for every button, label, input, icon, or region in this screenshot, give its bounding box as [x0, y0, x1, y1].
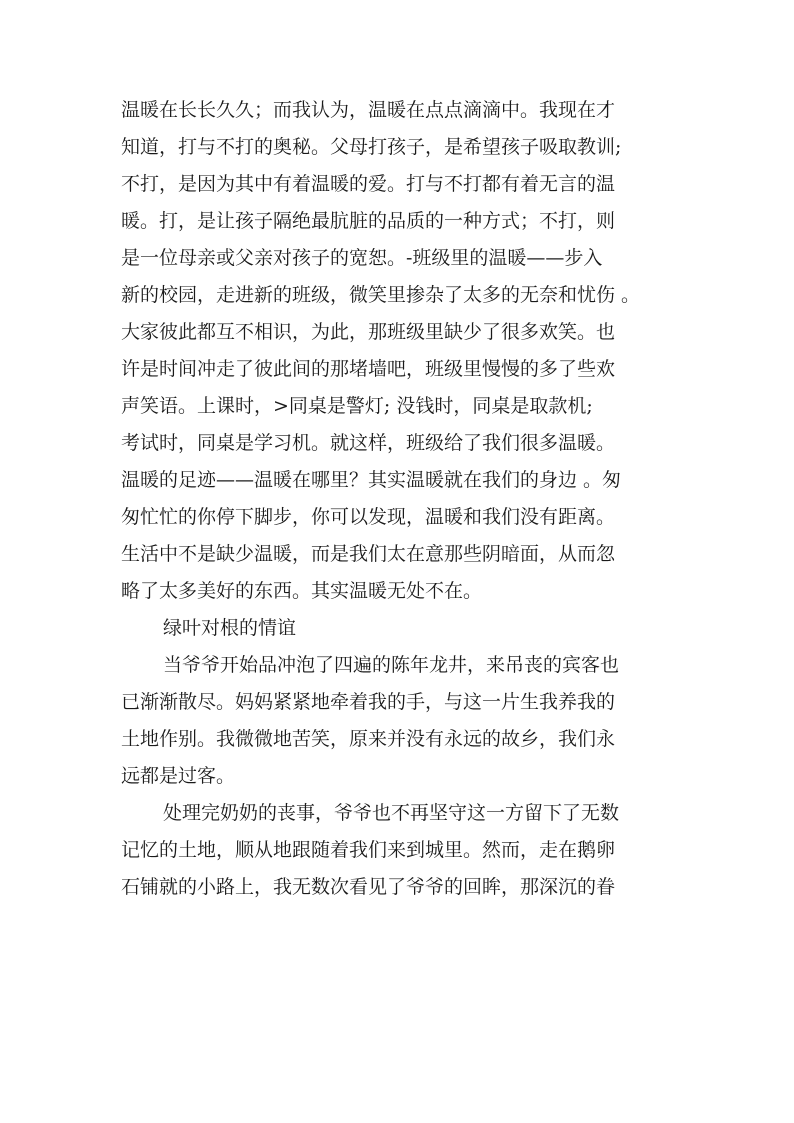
text-line: 石铺就的小路上，我无数次看见了爷爷的回眸，那深沉的眷	[121, 876, 616, 898]
text-line: 土地作别。我微微地苦笑，原来并没有永远的故乡，我们永	[121, 728, 616, 750]
text-line: 许是时间冲走了彼此间的那堵墙吧，班级里慢慢的多了些欢	[121, 358, 616, 380]
text-line: 处理完奶奶的丧事，爷爷也不再坚守这一方留下了无数	[163, 802, 620, 824]
section-heading: 绿叶对根的情谊	[163, 617, 297, 639]
text-line: 温暖的足迹——温暖在哪里？其实温暖就在我们的身边 。匆	[121, 469, 622, 491]
text-line: 生活中不是缺少温暖，而是我们太在意那些阴暗面，从而忽	[121, 543, 616, 565]
text-line: 当爷爷开始品冲泡了四遍的陈年龙井，来吊丧的宾客也	[163, 654, 620, 676]
text-line: 考试时，同桌是学习机。就这样，班级给了我们很多温暖。	[121, 432, 616, 454]
text-line: 略了太多美好的东西。其实温暖无处不在。	[121, 580, 483, 602]
text-line: 知道，打与不打的奥秘。父母打孩子，是希望孩子吸取教训;	[121, 136, 622, 158]
text-line: 大家彼此都互不相识，为此，那班级里缺少了很多欢笑。也	[121, 321, 616, 343]
text-line: 匆忙忙的你停下脚步，你可以发现，温暖和我们没有距离。	[121, 506, 616, 528]
text-line: 是一位母亲或父亲对孩子的宽恕。-班级里的温暖——步入	[121, 247, 603, 269]
text-line: 新的校园，走进新的班级，微笑里掺杂了太多的无奈和忧伤 。	[121, 284, 641, 306]
text-line: 远都是过客。	[121, 765, 236, 787]
text-line: 记忆的土地，顺从地跟随着我们来到城里。然而，走在鹅卵	[121, 839, 616, 861]
text-line: 声笑语。上课时，>同桌是警灯; 没钱时，同桌是取款机;	[121, 395, 593, 417]
text-line: 暖。打，是让孩子隔绝最肮脏的品质的一种方式；不打，则	[121, 210, 616, 232]
text-line: 已渐渐散尽。妈妈紧紧地牵着我的手，与这一片生我养我的	[121, 691, 616, 713]
text-line: 不打，是因为其中有着温暖的爱。打与不打都有着无言的温	[121, 173, 616, 195]
text-line: 温暖在长长久久；而我认为，温暖在点点滴滴中。我现在才	[121, 99, 616, 121]
